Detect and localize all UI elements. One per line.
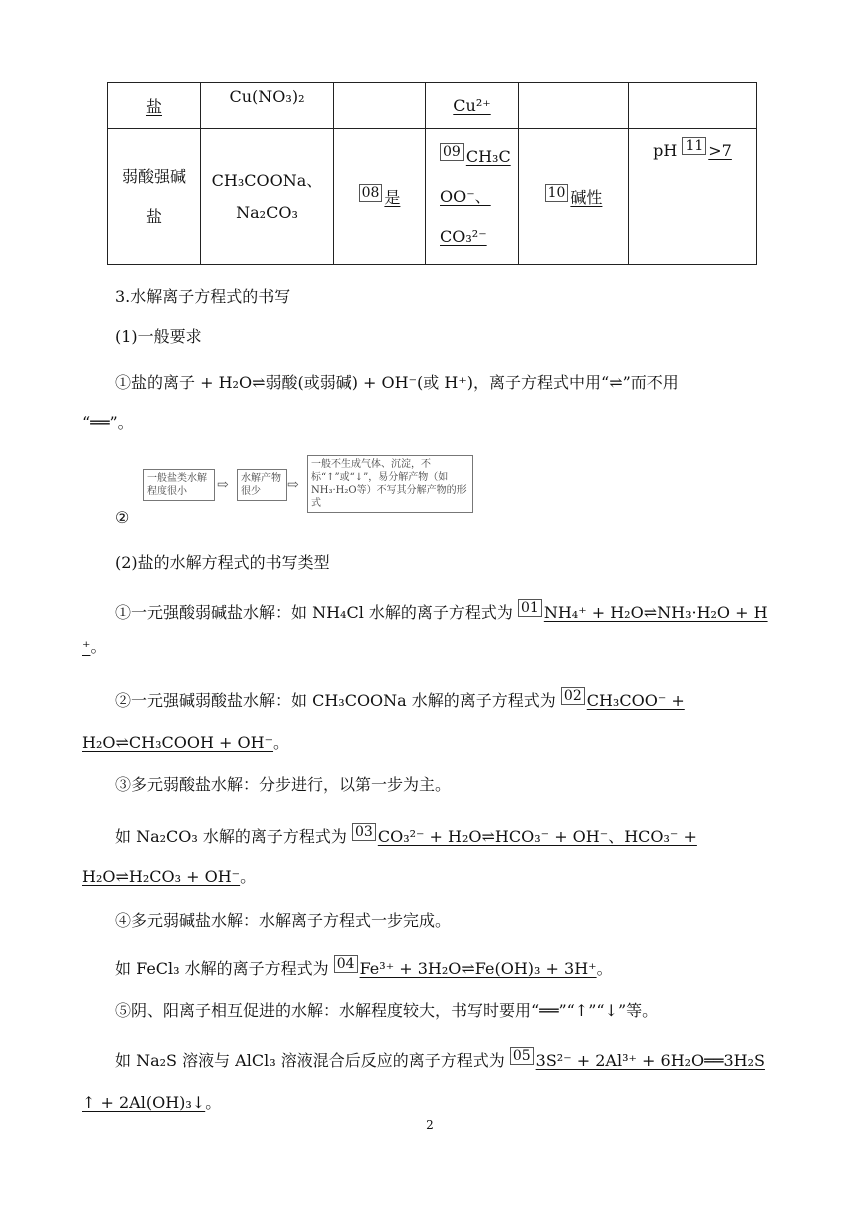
type-2-answer-cont: H₂O⇌CH₃COOH + OH⁻	[82, 733, 274, 752]
type-3-line1	[115, 824, 697, 847]
flow-box-3: 一般不生成气体、沉淀，不标“↑”或“↓”，易分解产物（如NH₃·H₂O等）不写其分解产物的形式	[307, 455, 473, 513]
type-5-answer: 3S²⁻ + 2Al³⁺ + 6H₂O══3H₂S	[535, 1051, 765, 1070]
subsection-2-title: (2)盐的水解方程式的书写类型	[115, 553, 330, 572]
type-1-line1	[115, 600, 768, 623]
flow-box-2: 水解产物很少	[237, 469, 287, 501]
type-4-line	[115, 956, 613, 979]
type-5-example: 如 Na₂S 溶液与 AlCl₃ 溶液混合后反应的离子方程式为	[115, 1051, 505, 1070]
answer-number-badge: 09	[440, 143, 464, 161]
type-5-text: ⑤阴、阳离子相互促进的水解：水解程度较大，书写时要用“══”“↑”“↓”等。	[115, 1001, 659, 1020]
answer-number-badge: 10	[545, 184, 569, 202]
ion-answer-line3: CO₃²⁻	[440, 226, 487, 246]
type-2-answer: CH₃COO⁻ +	[586, 691, 685, 710]
type-1-line2	[82, 634, 106, 657]
type-1-answer-cont: ⁺	[82, 637, 91, 656]
salt-type-cell	[108, 83, 201, 129]
page-number: 2	[426, 1118, 434, 1132]
type-1-answer: NH₄⁺ + H₂O⇌NH₃·H₂O + H	[543, 603, 768, 622]
hydrolysis-flow-diagram	[143, 455, 471, 517]
flow-box-1: 一般盐类水解程度很小	[143, 469, 215, 501]
period: 。	[273, 733, 290, 752]
ion-text: Cu²⁺	[453, 96, 491, 115]
hydrolysis-cell	[334, 129, 426, 265]
answer-number-badge: 04	[334, 955, 358, 973]
ph-cell	[629, 83, 757, 129]
period: 。	[240, 867, 257, 886]
example-text: Cu(NO₃)₂	[229, 87, 305, 106]
ph-answer: >7	[708, 141, 732, 160]
type-1-text: ①一元强酸弱碱盐水解：如 NH₄Cl 水解的离子方程式为	[115, 603, 513, 622]
flow-arrow-icon: ⇨	[287, 477, 299, 493]
answer-number-badge: 11	[682, 137, 706, 155]
section-3-title: 3.水解离子方程式的书写	[115, 287, 291, 306]
rule-1-line1: ①盐的离子 + H₂O⇌弱酸(或弱碱) + OH⁻(或 H⁺)，离子方程式中用“⇌”而不用	[115, 373, 679, 392]
type-2-line2	[82, 730, 289, 753]
type-5-line1	[115, 1048, 765, 1071]
type-4-text: ④多元弱碱盐水解：水解离子方程式一步完成。	[115, 911, 452, 930]
type-2-line1	[115, 688, 685, 711]
answer-number-badge: 08	[359, 184, 383, 202]
salt-type-cell	[108, 129, 201, 265]
type-3-example: 如 Na₂CO₃ 水解的离子方程式为	[115, 827, 347, 846]
type-3-answer-cont: H₂O⇌H₂CO₃ + OH⁻	[82, 867, 241, 886]
answer-number-badge: 05	[510, 1047, 534, 1065]
type-3-text: ③多元弱酸盐水解：分步进行，以第一步为主。	[115, 775, 452, 794]
flow-arrow-icon: ⇨	[217, 477, 229, 493]
ph-prefix: pH	[653, 141, 678, 160]
ion-cell	[426, 129, 519, 265]
hydrolysis-cell	[334, 83, 426, 129]
period: 。	[90, 637, 107, 656]
period: 。	[596, 959, 613, 978]
acidity-answer: 碱性	[570, 188, 603, 207]
subsection-1-title: (1)一般要求	[115, 327, 202, 346]
type-4-answer: Fe³⁺ + 3H₂O⇌Fe(OH)₃ + 3H⁺	[359, 959, 597, 978]
type-3-answer: CO₃²⁻ + H₂O⇌HCO₃⁻ + OH⁻、HCO₃⁻ +	[377, 827, 697, 846]
ion-cell	[426, 83, 519, 129]
ph-cell	[629, 129, 757, 265]
answer-number-badge: 03	[352, 823, 376, 841]
answer-number-badge: 02	[561, 687, 585, 705]
type-5-answer-cont: ↑ + 2Al(OH)₃↓	[82, 1093, 206, 1112]
ion-answer-line2: OO⁻、	[440, 186, 491, 206]
salt-type-line2: 盐	[145, 206, 162, 226]
hydrolysis-answer: 是	[384, 188, 401, 207]
salt-type-line1: 弱酸强碱	[121, 166, 186, 186]
example-line1: CH₃COONa、	[211, 170, 323, 190]
acidity-cell	[519, 83, 629, 129]
type-5-line2	[82, 1090, 221, 1113]
type-2-text: ②一元强碱弱酸盐水解：如 CH₃COONa 水解的离子方程式为	[115, 691, 556, 710]
salt-hydrolysis-table	[107, 82, 757, 265]
example-cell	[201, 83, 334, 129]
ion-answer-line1: CH₃C	[465, 146, 511, 166]
rule-2-marker: ②	[115, 508, 130, 527]
example-line2: Na₂CO₃	[236, 202, 298, 222]
period: 。	[205, 1093, 222, 1112]
answer-number-badge: 01	[518, 599, 542, 617]
example-cell	[201, 129, 334, 265]
acidity-cell	[519, 129, 629, 265]
type-3-line2	[82, 864, 256, 887]
rule-1-line2: “══”。	[82, 413, 134, 432]
type-4-example: 如 FeCl₃ 水解的离子方程式为	[115, 959, 329, 978]
salt-type: 盐	[145, 97, 162, 116]
